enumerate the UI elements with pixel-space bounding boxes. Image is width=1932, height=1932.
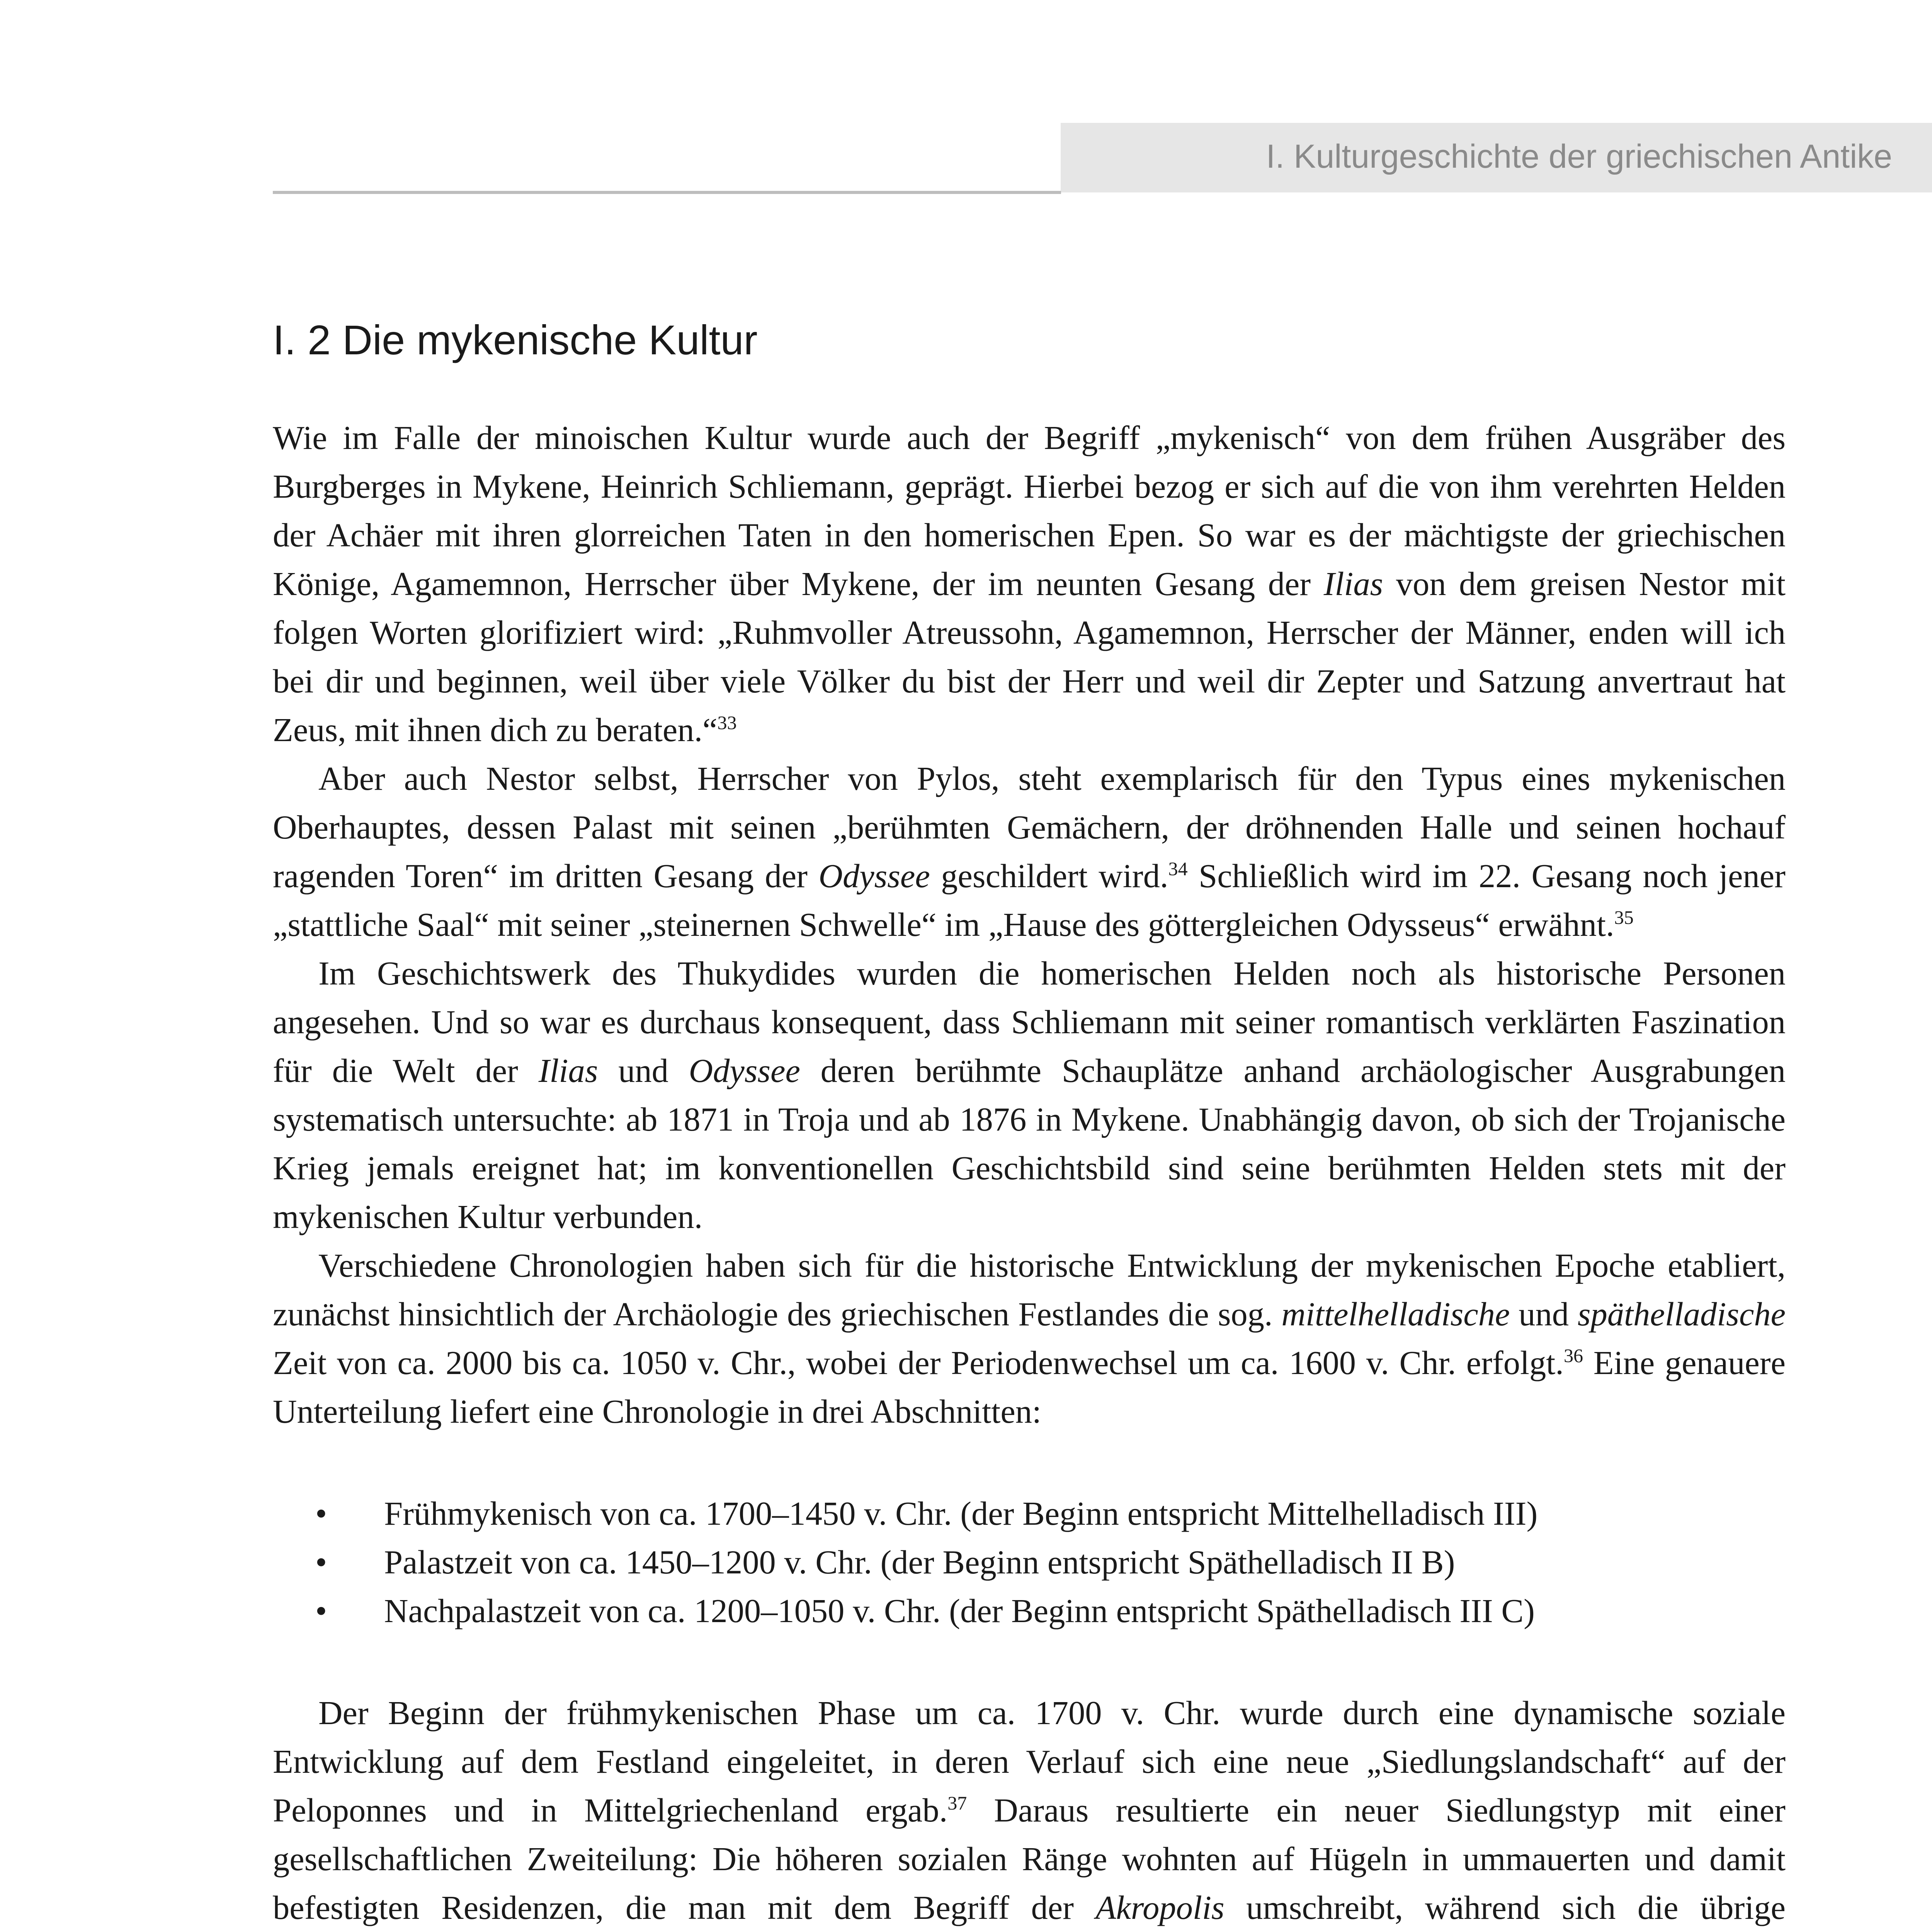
list-item-text: Frühmykenisch von ca. 1700–1450 v. Chr. (der Beginn entspricht Mittelhelladisch III) [384, 1495, 1538, 1532]
text-run: von dem greisen Nestor mit folgen Worten glorifiziert wird: „Ruhmvoller Atreussohn, Agamemnon, Herrscher der Männer, enden will ich bei dir und beginnen, weil über viele Völker du bist der Herr und weil dir Zepter und Satzung anvertraut hat Zeus, mit ihnen dich zu beraten.“ [273, 565, 1786, 748]
footnote-ref: 37 [947, 1792, 967, 1814]
list-item [273, 1538, 1786, 1587]
bullet-icon: • [315, 1544, 327, 1581]
footnote-ref: 33 [717, 711, 737, 733]
section-heading: I. 2 Die mykenische Kultur [273, 316, 758, 363]
running-header-title: I. Kulturgeschichte der griechischen Antike [1266, 138, 1892, 175]
text-run: geschildert wird. [930, 857, 1168, 895]
list-item-text: Palastzeit von ca. 1450–1200 v. Chr. (der Beginn entspricht Späthelladisch II B) [384, 1544, 1455, 1581]
paragraph [273, 1241, 1786, 1436]
text-run: umschreibt, während sich die übrige [1246, 1889, 1786, 1926]
text-run: und [1510, 1296, 1578, 1333]
text-run: Wie im Falle der minoischen Kultur wurde auch der Begriff „mykenisch“ von dem frühen Ausgräber des Burgberges in Mykene, Heinrich Schliemann, geprägt. Hierbei bezog er sich auf die von ihm verehrten Helden der Achäer mit ihren glorreichen Taten in den homerischen Epen. So war es der mächtigste der griechischen Könige, Agamemnon, Herrscher über Mykene, der im neunten Gesang der [273, 419, 1786, 602]
paragraph [273, 949, 1786, 1241]
text-run: Verschiedene Chronologien haben sich für die historische Entwicklung der mykenischen Epoche etabliert, zunächst hinsichtlich der Archäologie des griechischen Festlandes die sog. [273, 1247, 1786, 1333]
footnote-ref: 35 [1614, 906, 1634, 928]
text-run: Schließlich wird im 22. Gesang noch jener „stattliche Saal“ mit seiner „steinernen Schwelle“ im „Hause des göttergleichen Odysseus“ erwähnt. [273, 857, 1786, 943]
text-run: und [598, 1052, 689, 1089]
italic-term: späthelladische [1577, 1296, 1786, 1333]
list-item-text: Nachpalastzeit von ca. 1200–1050 v. Chr. (der Beginn entspricht Späthelladisch III C) [384, 1592, 1535, 1629]
footnote-ref: 36 [1563, 1344, 1583, 1366]
paragraph [273, 754, 1786, 949]
footnote-ref: 34 [1168, 857, 1188, 879]
text-run: deren berühmte Schauplätze anhand archäologischer Ausgrabungen systematisch untersuchte: ab 1871 in Troja und ab 1876 in Mykene. Unabhängig davon, ob sich der Trojanische Krieg jemals ereignet hat; im konventionellen Geschichtsbild sind seine berühmten Helden stets mit der mykenischen Kultur verbunden. [273, 1052, 1786, 1235]
paragraph [273, 1689, 1786, 1932]
list-item [273, 1489, 1786, 1538]
text-run: Eine genauere Unterteilung liefert eine Chronologie in drei Abschnitten: [273, 1344, 1786, 1430]
bullet-icon: • [315, 1592, 327, 1629]
chronology-list [273, 1489, 1786, 1635]
italic-term: Ilias [538, 1052, 598, 1089]
italic-term: mittelhelladische [1281, 1296, 1510, 1333]
text-run: Zeit von ca. 2000 bis ca. 1050 v. Chr., wobei der Periodenwechsel um ca. 1600 v. Chr. erfolgt. [273, 1344, 1564, 1381]
italic-term: Akropolis [1095, 1889, 1225, 1926]
body-text [273, 413, 1786, 1932]
text-run: Aber auch Nestor selbst, Herrscher von Pylos, steht exemplarisch für den Typus eines mykenischen Oberhauptes, dessen Palast mit seinen „berühmten Gemächern, der dröhnenden Halle und seinen hochauf ragenden Toren“ im dritten Gesang der [273, 760, 1786, 895]
header-rule [273, 191, 1061, 194]
list-item [273, 1587, 1786, 1635]
italic-term: Odyssee [689, 1052, 800, 1089]
italic-term: Odyssee [818, 857, 930, 895]
text-run: Im Geschichtswerk des Thukydides wurden die homerischen Helden noch als historische Personen angesehen. Und so war es durchaus konsequent, dass Schliemann mit seiner romantisch verklärten Faszination für die Welt der [273, 955, 1786, 1089]
text-run: Der Beginn der frühmykenischen Phase um ca. 1700 v. Chr. wurde durch eine dynamische soziale Entwicklung auf dem Festland eingeleitet, in deren Verlauf sich eine neue „Siedlungslandschaft“ auf der Peloponnes und in Mittelgriechenland ergab. [273, 1694, 1786, 1829]
text-run: Daraus resultierte ein neuer Siedlungstyp mit einer gesellschaftlichen Zweiteilung: Die höheren sozialen Ränge wohnten auf Hügeln in ummauerten und damit befestigten Residenzen, die man mit dem Begriff der [273, 1792, 1786, 1926]
paragraph [273, 413, 1786, 754]
bullet-icon: • [315, 1495, 327, 1532]
italic-term: Ilias [1323, 565, 1383, 602]
